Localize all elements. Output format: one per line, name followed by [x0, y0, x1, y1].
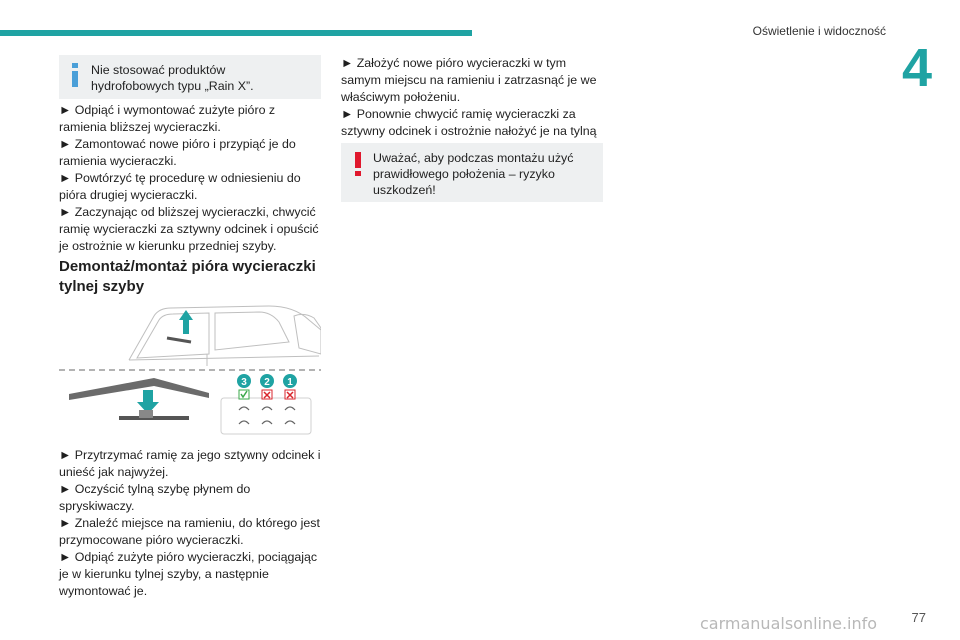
badge-2: 2 [264, 377, 270, 388]
step-text: ► Zamontować nowe pióro i przypiąć je do ramienia wycieraczki. [59, 137, 296, 168]
chapter-number: 4 [902, 38, 933, 98]
watermark: carmanualsonline.info [700, 614, 878, 633]
rear-wiper-illustration [59, 298, 321, 438]
step-text: ► Zaczynając od bliższej wycieraczki, chwycić ramię wycieraczki za sztywny odcinek i opuścić je ostrożnie w kierunku przedniej szyby. [59, 205, 319, 253]
step-text: ► Ponownie chwycić ramię wycieraczki za sztywny odcinek i ostrożnie nałożyć je na tylną [341, 107, 597, 138]
badge-1: 1 [287, 377, 293, 388]
warning-note-text: Uważać, aby podczas montażu użyć prawidłowego położenia – ryzyko uszkodzeń! [373, 151, 574, 197]
info-icon [71, 63, 79, 91]
rear-wiper-steps [59, 447, 321, 600]
step-text: ► Przytrzymać ramię za jego sztywny odcinek i unieść jak najwyżej. [59, 448, 321, 479]
step-text: ► Odpiąć i wymontować zużyte pióro z ramienia bliższej wycieraczki. [59, 103, 276, 134]
warning-icon [355, 152, 361, 180]
step-text: ► Powtórzyć tę procedurę w odniesieniu do pióra drugiej wycieraczki. [59, 171, 301, 202]
badge-3: 3 [241, 377, 247, 388]
info-note [59, 55, 321, 99]
info-note-text: Nie stosować produktów hydrofobowych typu „Rain X”. [91, 63, 254, 93]
step-text: ► Założyć nowe pióro wycieraczki w tym samym miejscu na ramieniu i zatrzasnąć je we właściwym położeniu. [341, 56, 597, 104]
step-text: ► Oczyścić tylną szybę płynem do spryskiwaczy. [59, 482, 251, 513]
warning-note [341, 143, 603, 202]
step-text: ► Znaleźć miejsce na ramieniu, do którego jest przymocowane pióro wycieraczki. [59, 516, 320, 547]
header-accent-bar [0, 30, 472, 36]
section-heading: Demontaż/montaż pióra wycieraczki tylnej szyby [59, 258, 316, 295]
section-title: Oświetlenie i widoczność [752, 24, 886, 38]
page-number: 77 [911, 610, 926, 625]
front-wiper-steps [59, 102, 321, 255]
right-column-steps [341, 55, 603, 157]
step-text: ► Odpiąć zużyte pióro wycieraczki, pociągając je w kierunku tylnej szyby, a następnie wymontować je. [59, 550, 318, 598]
